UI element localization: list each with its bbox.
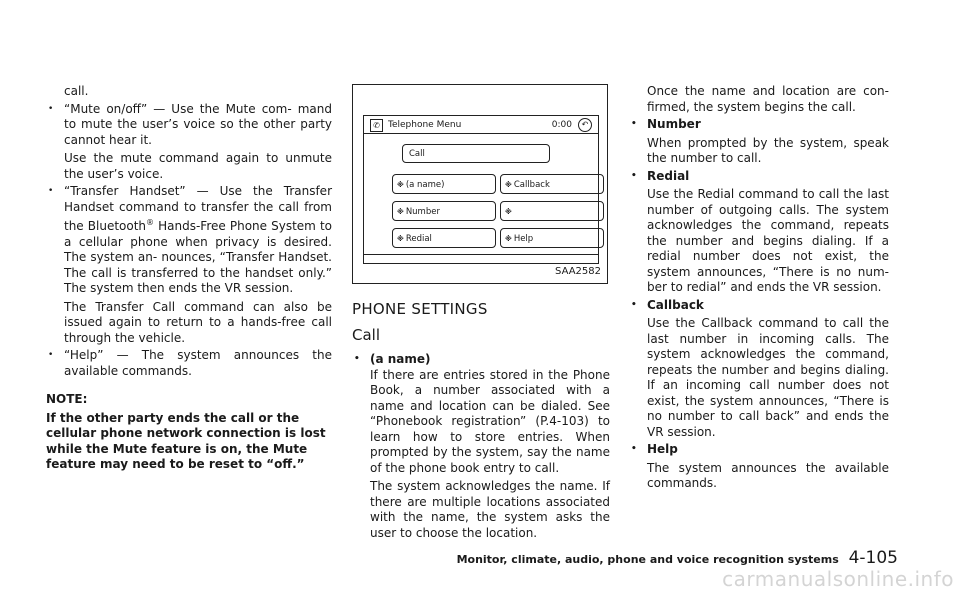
voice-icon: ※ xyxy=(397,181,404,189)
transfer-item-post: Hands-Free Phone System to a cellular phone when privacy is desired. The system an- nounces, “Transfer Handset. The call is transferred to the handset only.” The system then ends the VR session. xyxy=(64,219,332,295)
lead-line: call. xyxy=(64,84,89,98)
redial-title: • Redial xyxy=(629,169,889,185)
redial-button-label: Redial xyxy=(405,234,432,244)
transfer-para: The Transfer Call command can also be issued again to return to a hands-free call through the vehicle. xyxy=(64,299,332,345)
redial-para: Use the Redial command to call the last number of outgoing calls. The system acknowledges the command, repeats the number and begins dialing. If a redial number does not exist, the system announces, “There is no num- ber to redial” and ends the VR session. xyxy=(647,187,889,294)
voice-icon: ※ xyxy=(505,235,512,243)
voice-icon: ※ xyxy=(505,181,512,189)
help-button[interactable] xyxy=(500,228,604,248)
figure-caption: SAA2582 xyxy=(555,265,601,277)
telephone-menu-figure xyxy=(352,84,608,284)
call-button[interactable]: Call xyxy=(402,144,550,163)
callback-button[interactable] xyxy=(500,174,604,194)
number-button[interactable] xyxy=(392,201,496,221)
help-para: The system announces the available commands. xyxy=(647,460,889,490)
a-name-title: • (a name) xyxy=(352,352,610,368)
screen-title: Telephone Menu xyxy=(388,120,462,130)
voice-icon: ※ xyxy=(505,208,512,216)
column-1 xyxy=(46,84,332,473)
number-title: • Number xyxy=(629,117,889,133)
number-button-label: Number xyxy=(405,207,440,217)
registered-mark: ® xyxy=(146,218,155,227)
a-name-button-label: (a name) xyxy=(405,180,445,190)
page-footer xyxy=(457,548,898,568)
screen-time: 0:00 xyxy=(551,120,572,130)
help-title: • Help xyxy=(629,442,889,458)
help-button-label: Help xyxy=(513,234,534,244)
mute-item: • “Mute on/off” — Use the Mute com- mand to mute the user’s voice so the other party cannot hear it. xyxy=(46,102,332,149)
watermark: carmanualsonline.info xyxy=(722,567,954,591)
callback-para: Use the Callback command to call the last number in incoming calls. The system acknowledges the command, repeats the number and begins dialing. If an incoming call number does not exist, the system announces, “There is no number to call back” and ends the VR session. xyxy=(647,316,889,439)
footer-text: Monitor, climate, audio, phone and voice recognition systems xyxy=(456,553,839,566)
transfer-item xyxy=(46,184,332,297)
transfer-item-pre: “Transfer Handset” — Use the Transfer Handset command to transfer the call from the Bluetooth xyxy=(64,184,332,233)
phone-icon: ✆ xyxy=(370,119,383,132)
voice-icon: ※ xyxy=(397,235,404,243)
back-icon[interactable]: ↶ xyxy=(578,118,592,132)
lead-para: Once the name and location are con- firmed, the system begins the call. xyxy=(647,84,889,114)
screen-divider xyxy=(364,254,598,255)
callback-title: • Callback xyxy=(629,298,889,314)
voice-icon: ※ xyxy=(397,208,404,216)
a-name-para-2: The system acknowledges the name. If there are multiple locations associated with the name, the system asks the user to choose the location. xyxy=(370,479,610,540)
page-number: 4-105 xyxy=(848,548,898,568)
column-3 xyxy=(629,84,889,492)
help-item: • “Help” — The system announces the available commands. xyxy=(46,348,332,379)
a-name-para-1: If there are entries stored in the Phone Book, a number associated with a name and location can be dialed. See “Phonebook registration” (P.4-103) to learn how to store entries. When prompted by the system, say the name of the phone book entry to call. xyxy=(370,367,610,475)
a-name-button[interactable] xyxy=(392,174,496,194)
section-subtitle: Call xyxy=(352,326,381,344)
display-screen xyxy=(363,115,599,264)
column-2 xyxy=(352,84,610,541)
section-title: PHONE SETTINGS xyxy=(352,300,488,318)
note-body: If the other party ends the call or the cellular phone network connection is lost while the Mute feature is on, the Mute feature may need to be reset to “off.” xyxy=(46,410,326,471)
mute-para: Use the mute command again to unmute the user’s voice. xyxy=(64,151,332,181)
redial-button[interactable] xyxy=(392,228,496,248)
note-title: NOTE: xyxy=(46,392,88,406)
number-para: When prompted by the system, speak the number to call. xyxy=(647,135,889,165)
callback-button-label: Callback xyxy=(513,180,550,190)
blank-button[interactable] xyxy=(500,201,604,221)
screen-header xyxy=(364,116,598,134)
